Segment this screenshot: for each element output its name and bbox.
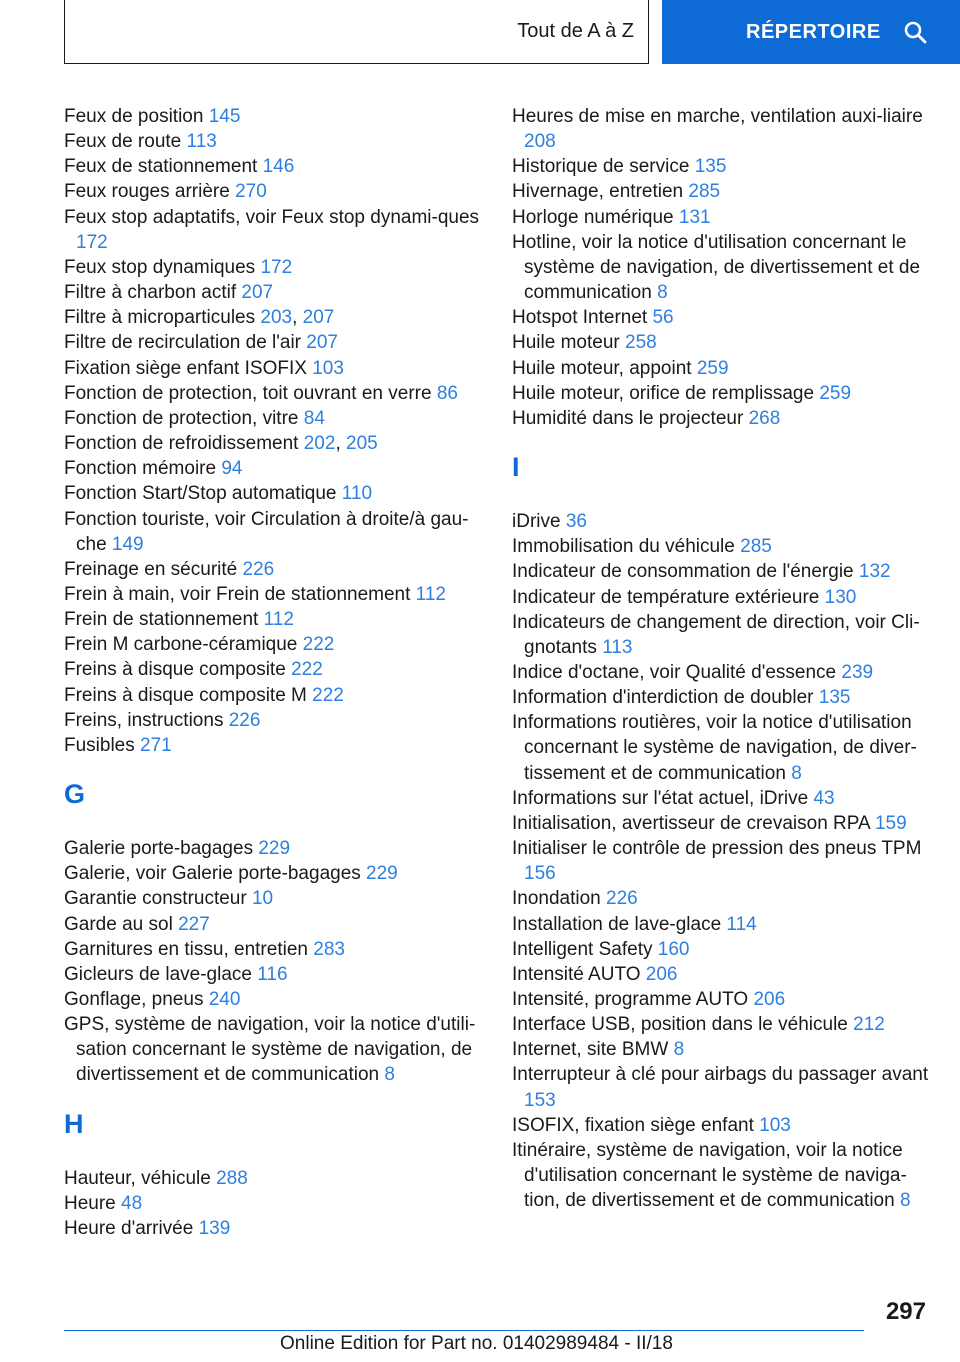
index-entry-text: Hauteur, véhicule	[64, 1167, 211, 1189]
page-reference-link[interactable]: 103	[312, 357, 344, 379]
page-reference-link[interactable]: 258	[625, 332, 657, 354]
index-entry	[512, 811, 932, 836]
index-entry	[64, 1012, 484, 1087]
page-reference-link[interactable]: 226	[242, 558, 275, 580]
index-entry	[64, 1191, 484, 1216]
page-reference-link[interactable]: 130	[824, 586, 857, 608]
section-header	[64, 0, 649, 64]
tab-label: RÉPERTOIRE	[746, 20, 881, 43]
page-reference-link[interactable]: 206	[645, 963, 678, 985]
index-entry	[64, 356, 484, 381]
index-letter-heading: G	[64, 779, 86, 810]
page-reference-link[interactable]: 207	[302, 307, 335, 329]
index-entry-text: Fonction touriste, voir Circulation à droite/à gau-che	[64, 508, 469, 555]
index-entry	[64, 179, 484, 204]
index-entry-text: Fonction de refroidissement	[64, 433, 299, 455]
index-entry-text: Frein à main, voir Frein de stationnement	[64, 583, 411, 605]
index-entry	[512, 912, 932, 937]
index-entry-text: Fonction de protection, vitre	[64, 407, 299, 429]
page-reference-link[interactable]: 203	[260, 307, 293, 329]
index-entry-text: Informations routières, voir la notice d'utilisation concernant le système de navigation, de diver-tissement et de communication	[512, 712, 917, 784]
index-entry-text: Indicateurs de changement de direction, voir Cli-gnotants	[512, 611, 920, 658]
page-reference-link[interactable]: 259	[696, 357, 729, 379]
index-entry-text: Feux stop adaptatifs, voir Feux stop dynami-ques	[64, 206, 480, 228]
index-entry-text: Fonction de protection, toit ouvrant en verre	[64, 382, 432, 404]
index-entry	[512, 230, 932, 305]
page-reference-link[interactable]: 285	[740, 536, 772, 558]
index-entry	[512, 1037, 932, 1062]
index-entry	[64, 104, 484, 129]
index-entry-text: Feux de position	[64, 106, 204, 127]
index-entry-text: Initialisation, avertisseur de crevaison RPA	[512, 812, 870, 834]
index-letter-heading: I	[512, 452, 520, 483]
index-entry-text: Gicleurs de lave-glace	[64, 963, 252, 985]
index-entry-text: Immobilisation du véhicule	[512, 536, 735, 558]
page-reference-link[interactable]: 172	[260, 256, 293, 278]
index-entry-text: Freinage en sécurité	[64, 558, 238, 580]
index-entry-text: Garde au sol	[64, 913, 173, 935]
page-reference-link[interactable]: 285	[688, 181, 721, 203]
index-entry	[512, 154, 932, 179]
page-reference-link[interactable]: 139	[198, 1217, 231, 1239]
index-entry-text: Indicateur de température extérieure	[512, 586, 820, 608]
index-entry	[512, 685, 932, 710]
index-entry	[512, 179, 932, 204]
index-entry	[64, 861, 484, 886]
index-entry-text: Installation de lave-glace	[512, 913, 722, 935]
index-entry-text: Internet, site BMW	[512, 1039, 669, 1061]
page-reference-link[interactable]: 153	[524, 1089, 556, 1111]
index-entry	[64, 582, 484, 607]
index-entry-text: Itinéraire, système de navigation, voir la notice d'utilisation concernant le système de naviga-tion, de divertissement et de communication	[512, 1139, 907, 1212]
page-reference-link[interactable]: 43	[813, 787, 835, 809]
page-reference-link[interactable]: 202	[303, 433, 336, 455]
page-reference-link[interactable]: 222	[302, 634, 335, 656]
page-reference-link[interactable]: 159	[874, 812, 907, 834]
index-entry	[64, 683, 484, 708]
index-entry	[512, 1012, 932, 1037]
section-title: Tout de A à Z	[517, 20, 634, 42]
index-entry-text: Feux rouges arrière	[64, 181, 230, 203]
index-entry-text: Frein M carbone-céramique	[64, 634, 298, 656]
page-reference-link[interactable]: 207	[241, 282, 274, 304]
index-entry-text: Heure	[64, 1192, 116, 1214]
page-reference-link[interactable]: 222	[291, 659, 323, 681]
footer-divider	[64, 1330, 864, 1331]
page-reference-link[interactable]: 268	[748, 407, 781, 429]
index-entry-text: Information d'interdiction de doubler	[512, 687, 814, 709]
index-entry-text: ISOFIX, fixation siège enfant	[512, 1114, 754, 1136]
index-entry	[512, 710, 932, 785]
index-entry	[64, 205, 484, 255]
page-reference-link[interactable]: 172	[76, 231, 108, 253]
index-entry	[512, 305, 932, 330]
index-entry	[64, 836, 484, 861]
index-entry-text: Hotspot Internet	[512, 307, 648, 329]
index-entry	[512, 660, 932, 685]
page-reference-link[interactable]: 149	[111, 533, 144, 555]
index-entry-text: Inondation	[512, 888, 601, 910]
page-reference-link[interactable]: 229	[366, 863, 398, 885]
index-entry	[64, 1216, 484, 1241]
page-reference-link[interactable]: 110	[341, 483, 373, 505]
index-entry-text: Hotline, voir la notice d'utilisation concernant le système de navigation, de divertissement et de communication	[512, 231, 921, 304]
page-reference-link[interactable]: 8	[791, 762, 802, 784]
index-column-left	[64, 104, 484, 1241]
page-reference-link[interactable]: 8	[657, 282, 668, 304]
page-reference-link[interactable]: 112	[415, 583, 446, 605]
page-reference-link[interactable]: 212	[853, 1014, 885, 1036]
index-entry-text: Initialiser le contrôle de pression des pneus TPM	[512, 838, 922, 860]
index-entry-text: Fusibles	[64, 734, 135, 756]
index-entry	[64, 937, 484, 962]
index-entry-text: Intensité AUTO	[512, 963, 641, 985]
index-entry-text: Intelligent Safety	[512, 938, 653, 960]
page-reference-link[interactable]: 227	[178, 913, 210, 935]
index-entry-text: Fonction Start/Stop automatique	[64, 483, 337, 505]
index-entry	[64, 733, 484, 758]
page-reference-link[interactable]: 8	[899, 1190, 911, 1212]
index-entry-text: Heure d'arrivée	[64, 1217, 194, 1239]
page-reference-link[interactable]: 205	[346, 433, 378, 455]
footer-edition: Online Edition for Part no. 01402989484 - II/18	[280, 1333, 673, 1354]
index-entry-text: Fonction mémoire	[64, 458, 217, 480]
index-entry	[512, 962, 932, 987]
index-entry-text: Interface USB, position dans le véhicule	[512, 1014, 848, 1036]
index-entry-text: Frein de stationnement	[64, 609, 259, 631]
page-reference-link[interactable]: 156	[524, 863, 556, 885]
index-entry	[512, 509, 932, 534]
page-reference-link[interactable]: 206	[753, 989, 786, 1010]
page-reference-link[interactable]: 271	[140, 734, 172, 756]
page-reference-link[interactable]: 207	[306, 332, 338, 354]
index-entry	[512, 356, 932, 381]
index-entry	[512, 937, 932, 962]
index-entry	[64, 507, 484, 557]
index-entry-text: Filtre à charbon actif	[64, 282, 237, 304]
index-entry-text: Garnitures en tissu, entretien	[64, 938, 308, 960]
index-entry	[64, 1166, 484, 1191]
index-entry	[512, 1113, 932, 1138]
index-entry	[64, 607, 484, 632]
page-reference-link[interactable]: 8	[673, 1039, 685, 1061]
index-entry	[64, 154, 484, 179]
index-entry	[512, 786, 932, 811]
page-reference-link[interactable]: 222	[312, 684, 344, 706]
search-icon[interactable]	[903, 20, 927, 44]
page-reference-link[interactable]: 113	[602, 636, 633, 658]
page-reference-link[interactable]: 114	[726, 913, 757, 935]
index-entry-text: Fixation siège enfant ISOFIX	[64, 357, 307, 379]
index-entry-text: Freins, instructions	[64, 709, 224, 731]
index-column-right	[512, 104, 932, 1213]
index-entry	[64, 481, 484, 506]
index-entry-text: Huile moteur, orifice de remplissage	[512, 382, 815, 404]
index-entry-text: Historique de service	[512, 156, 690, 178]
page-reference-link[interactable]: 135	[818, 687, 851, 709]
tab-repertoire[interactable]	[662, 0, 960, 64]
page-reference-link[interactable]: 240	[208, 989, 241, 1010]
page-reference-link[interactable]: 145	[208, 106, 241, 127]
index-entry	[64, 912, 484, 937]
index-entry	[512, 585, 932, 610]
page-reference-link[interactable]: 259	[819, 382, 852, 404]
page-reference-link[interactable]: 48	[121, 1192, 143, 1214]
index-entry-text: Feux de stationnement	[64, 156, 258, 178]
index-entry	[64, 962, 484, 987]
page-reference-link[interactable]: 132	[858, 561, 891, 583]
index-entry	[64, 987, 484, 1012]
index-entry	[64, 381, 484, 406]
index-entry	[64, 632, 484, 657]
index-entry-text: GPS, système de navigation, voir la notice d'utili-sation concernant le système de navigation, de divertissement et de communication	[64, 1014, 476, 1086]
index-entry	[512, 987, 932, 1012]
index-entry	[512, 886, 932, 911]
page-reference-link[interactable]: 208	[524, 131, 556, 153]
index-entry	[512, 1138, 932, 1213]
index-entry-text: Filtre de recirculation de l'air	[64, 332, 301, 354]
page-reference-link[interactable]: 270	[235, 181, 267, 203]
index-entry-text: Hivernage, entretien	[512, 181, 684, 203]
page-reference-link[interactable]: 283	[313, 938, 345, 960]
page-reference-link[interactable]: 226	[228, 709, 261, 731]
page-reference-link[interactable]: 135	[694, 156, 727, 178]
index-entry-text: Freins à disque composite	[64, 659, 286, 681]
index-entry: Fonction de refroidissement 202, 205	[64, 433, 378, 455]
page-reference-link[interactable]: 116	[257, 963, 288, 985]
index-entry-text: Humidité dans le projecteur	[512, 407, 744, 429]
index-entry-text: Heures de mise en marche, ventilation auxi-liaire	[512, 106, 923, 127]
index-entry-text: Galerie porte-bagages	[64, 838, 254, 860]
index-entry	[512, 559, 932, 584]
index-entry-text: iDrive	[512, 511, 561, 533]
page-reference-link[interactable]: 239	[841, 661, 874, 683]
page-reference-link[interactable]: 112	[263, 609, 294, 631]
page-reference-link[interactable]: 84	[303, 407, 325, 429]
page-reference-link[interactable]: 36	[565, 511, 587, 533]
page-number: 297	[885, 1298, 926, 1325]
index-entry	[512, 1062, 932, 1112]
index-entry	[512, 610, 932, 660]
index-entry	[512, 205, 932, 230]
index-entry-text: Huile moteur	[512, 332, 620, 354]
index-entry	[512, 104, 932, 154]
index-entry	[64, 557, 484, 582]
index-entry	[64, 886, 484, 911]
index-entry	[64, 330, 484, 355]
page-reference-link[interactable]: 10	[251, 888, 274, 910]
index-entry: Filtre à microparticules 203, 207	[64, 307, 335, 329]
index-entry	[512, 836, 932, 886]
index-entry	[64, 657, 484, 682]
index-entry	[512, 381, 932, 406]
index-entry	[64, 280, 484, 305]
index-entry-text: Gonflage, pneus	[64, 989, 204, 1010]
index-entry-text: Huile moteur, appoint	[512, 357, 692, 379]
page-reference-link[interactable]: 56	[652, 307, 674, 329]
index-entry	[64, 708, 484, 733]
index-entry	[64, 406, 484, 431]
page-reference-link[interactable]: 8	[384, 1064, 395, 1086]
page-reference-link[interactable]: 229	[258, 838, 291, 860]
index-entry	[512, 406, 932, 431]
index-entry	[512, 330, 932, 355]
index-letter-heading: H	[64, 1108, 84, 1139]
page-reference-link[interactable]: 226	[606, 888, 638, 910]
index-entry-text: Freins à disque composite M	[64, 684, 307, 706]
index-entry-text: Indice d'octane, voir Qualité d'essence	[512, 661, 837, 683]
index-entry-text: Indicateur de consommation de l'énergie	[512, 561, 854, 583]
index-entry-text: Feux stop dynamiques	[64, 256, 256, 278]
page-reference-link[interactable]: 146	[262, 156, 295, 178]
page-reference-link[interactable]: 86	[436, 382, 458, 404]
page-reference-link[interactable]: 94	[221, 458, 243, 480]
index-entry-text: Filtre à microparticules	[64, 307, 256, 329]
index-entry-text: Intensité, programme AUTO	[512, 989, 749, 1010]
index-entry-text: Feux de route	[64, 131, 182, 153]
index-entry-text: Informations sur l'état actuel, iDrive	[512, 787, 809, 809]
page-reference-link[interactable]: 160	[657, 938, 690, 960]
index-entry-text: Interrupteur à clé pour airbags du passager avant	[512, 1064, 929, 1086]
index-entry	[512, 534, 932, 559]
index-entry	[64, 456, 484, 481]
page-reference-link[interactable]: 103	[759, 1114, 791, 1136]
page-reference-link[interactable]: 131	[678, 206, 711, 228]
index-entry	[64, 129, 484, 154]
index-entry-text: Horloge numérique	[512, 206, 674, 228]
index-entry	[64, 255, 484, 280]
page-reference-link[interactable]: 288	[216, 1167, 248, 1189]
index-entry-text: Garantie constructeur	[64, 888, 247, 910]
page-reference-link[interactable]: 113	[186, 131, 217, 153]
index-entry-text: Galerie, voir Galerie porte-bagages	[64, 863, 361, 885]
